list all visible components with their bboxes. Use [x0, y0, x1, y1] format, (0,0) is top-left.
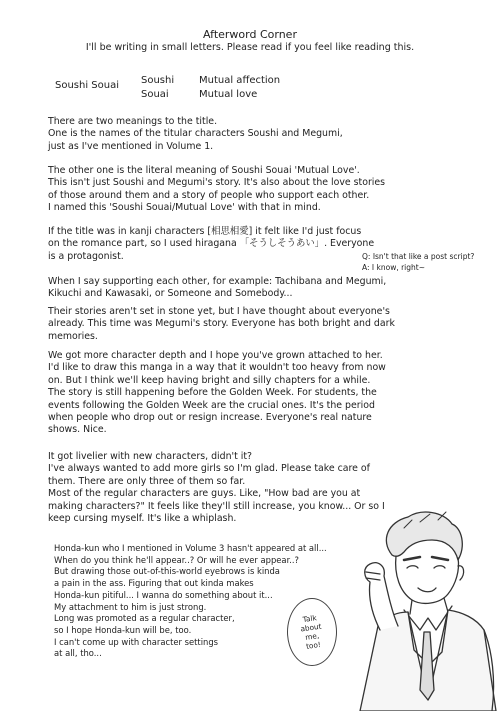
text-line: shows. Nice. — [48, 424, 107, 436]
text-line: Honda-kun pitiful... I wanna do something about it... — [54, 589, 273, 600]
text-line: This isn't just Soushi and Megumi's story. It's also about the love stories — [48, 177, 386, 189]
text-line: I named this 'Soushi Souai/Mutual Love' with that in mind. — [48, 202, 321, 214]
text-line: It got livelier with new characters, didn't it? — [48, 451, 253, 462]
text-line: just as I've mentioned in Volume 1. — [48, 140, 214, 152]
text-line: when people who drop out or resign increase. Everyone's real nature — [48, 412, 372, 424]
text-line: them. There are only three of them so far. — [48, 475, 246, 487]
text-line: Kikuchi and Kawasaki, or Someone and Somebody... — [48, 288, 293, 300]
speech-bubble — [287, 598, 337, 666]
text-line: on the romance part, so I used hiragana 「そうしそうあい」. Everyone — [48, 238, 375, 250]
qa-note — [362, 251, 474, 273]
text-line: events following the Golden Week are the crucial ones. It's the period — [48, 399, 375, 411]
text-line: I've always wanted to add more girls so I'm glad. Please take care of — [48, 463, 370, 475]
paragraph-supporting — [48, 276, 468, 301]
face — [396, 556, 459, 603]
text-line: When I say supporting each other, for example: Tachibana and Megumi, — [48, 276, 387, 287]
intro-line: I'll be writing in small letters. Please read if you feel like reading this. — [85, 42, 415, 53]
note-line: Q: Isn't that like a post script? — [362, 252, 475, 261]
paragraph-new-characters — [48, 451, 468, 525]
text-line: I can't come up with character settings — [54, 636, 219, 647]
bubble-line: too! — [305, 639, 322, 651]
paragraph-character-depth — [48, 350, 468, 437]
term-part: Soushi — [141, 75, 175, 86]
text-line: already. This time was Megumi's story. Everyone has both bright and dark — [48, 318, 395, 330]
term-meaning: Mutual love — [199, 89, 258, 100]
text-line: of those around them and a story of people who support each other. — [48, 189, 370, 201]
text-line: Honda-kun who I mentioned in Volume 3 hasn't appeared at all... — [54, 543, 327, 553]
page-title: Afterword Corner — [203, 28, 297, 41]
text-line: If the title was in kanji characters [相思相愛] it felt like I'd just focus — [48, 226, 362, 237]
term-part: Souai — [141, 89, 169, 100]
text-line: keep cursing myself. It's like a whiplash. — [48, 513, 237, 525]
raised-fist — [365, 563, 398, 630]
text-line: I'd like to draw this manga in a way that it wouldn't too heavy from now — [48, 362, 386, 374]
eyes — [407, 566, 445, 568]
text-line: at all, tho... — [54, 648, 102, 659]
text-line: on. But I think we'll keep having bright and silly chapters for a while. — [48, 374, 371, 386]
text-line: There are two meanings to the title. — [48, 116, 218, 127]
term-meanings — [199, 74, 280, 102]
text-line: memories. — [48, 330, 98, 342]
text-line: Most of the regular characters are guys. Like, "How bad are you at — [48, 488, 361, 500]
text-line: But drawing those out-of-this-world eyebrows is kinda — [54, 566, 280, 577]
text-line: When do you think he'll appear..? Or will he ever appear..? — [54, 554, 300, 565]
text-line: The other one is the literal meaning of Soushi Souai 'Mutual Love'. — [48, 165, 360, 176]
text-line: We got more character depth and I hope you've grown attached to her. — [48, 350, 383, 361]
bubble-line: Talk — [302, 613, 318, 625]
paragraph-stories — [48, 306, 468, 343]
text-line: a pain in the ass. Figuring that out kinda makes — [54, 578, 254, 589]
paragraph-literal-meaning — [48, 165, 468, 215]
note-line: A: I know, right~ — [362, 263, 425, 272]
text-line: is a protagonist. — [48, 250, 124, 262]
term-parts — [141, 74, 174, 102]
tie — [420, 632, 434, 700]
jacket — [360, 610, 496, 711]
text-line: Long was promoted as a regular character, — [54, 613, 235, 624]
text-line: Their stories aren't set in stone yet, but I have thought about everyone's — [48, 306, 390, 317]
paragraph-title-meaning — [48, 116, 468, 153]
text-line: One is the names of the titular characters Soushi and Megumi, — [48, 128, 343, 140]
shirt-collar — [404, 606, 452, 630]
text-line: My attachment to him is just strong. — [54, 601, 207, 612]
mouth — [418, 588, 436, 592]
text-line: The story is still happening before the Golden Week. For students, the — [48, 387, 377, 399]
eyebrows — [404, 557, 448, 560]
bubble-line: about — [300, 621, 323, 634]
text-line: making characters?" It feels like they'll still increase, you know... Or so I — [48, 500, 385, 512]
term-meaning: Mutual affection — [199, 75, 281, 86]
term-full: Soushi Souai — [55, 80, 120, 91]
bubble-line: me, — [305, 631, 321, 642]
text-line: so I hope Honda-kun will be, too. — [54, 624, 192, 635]
